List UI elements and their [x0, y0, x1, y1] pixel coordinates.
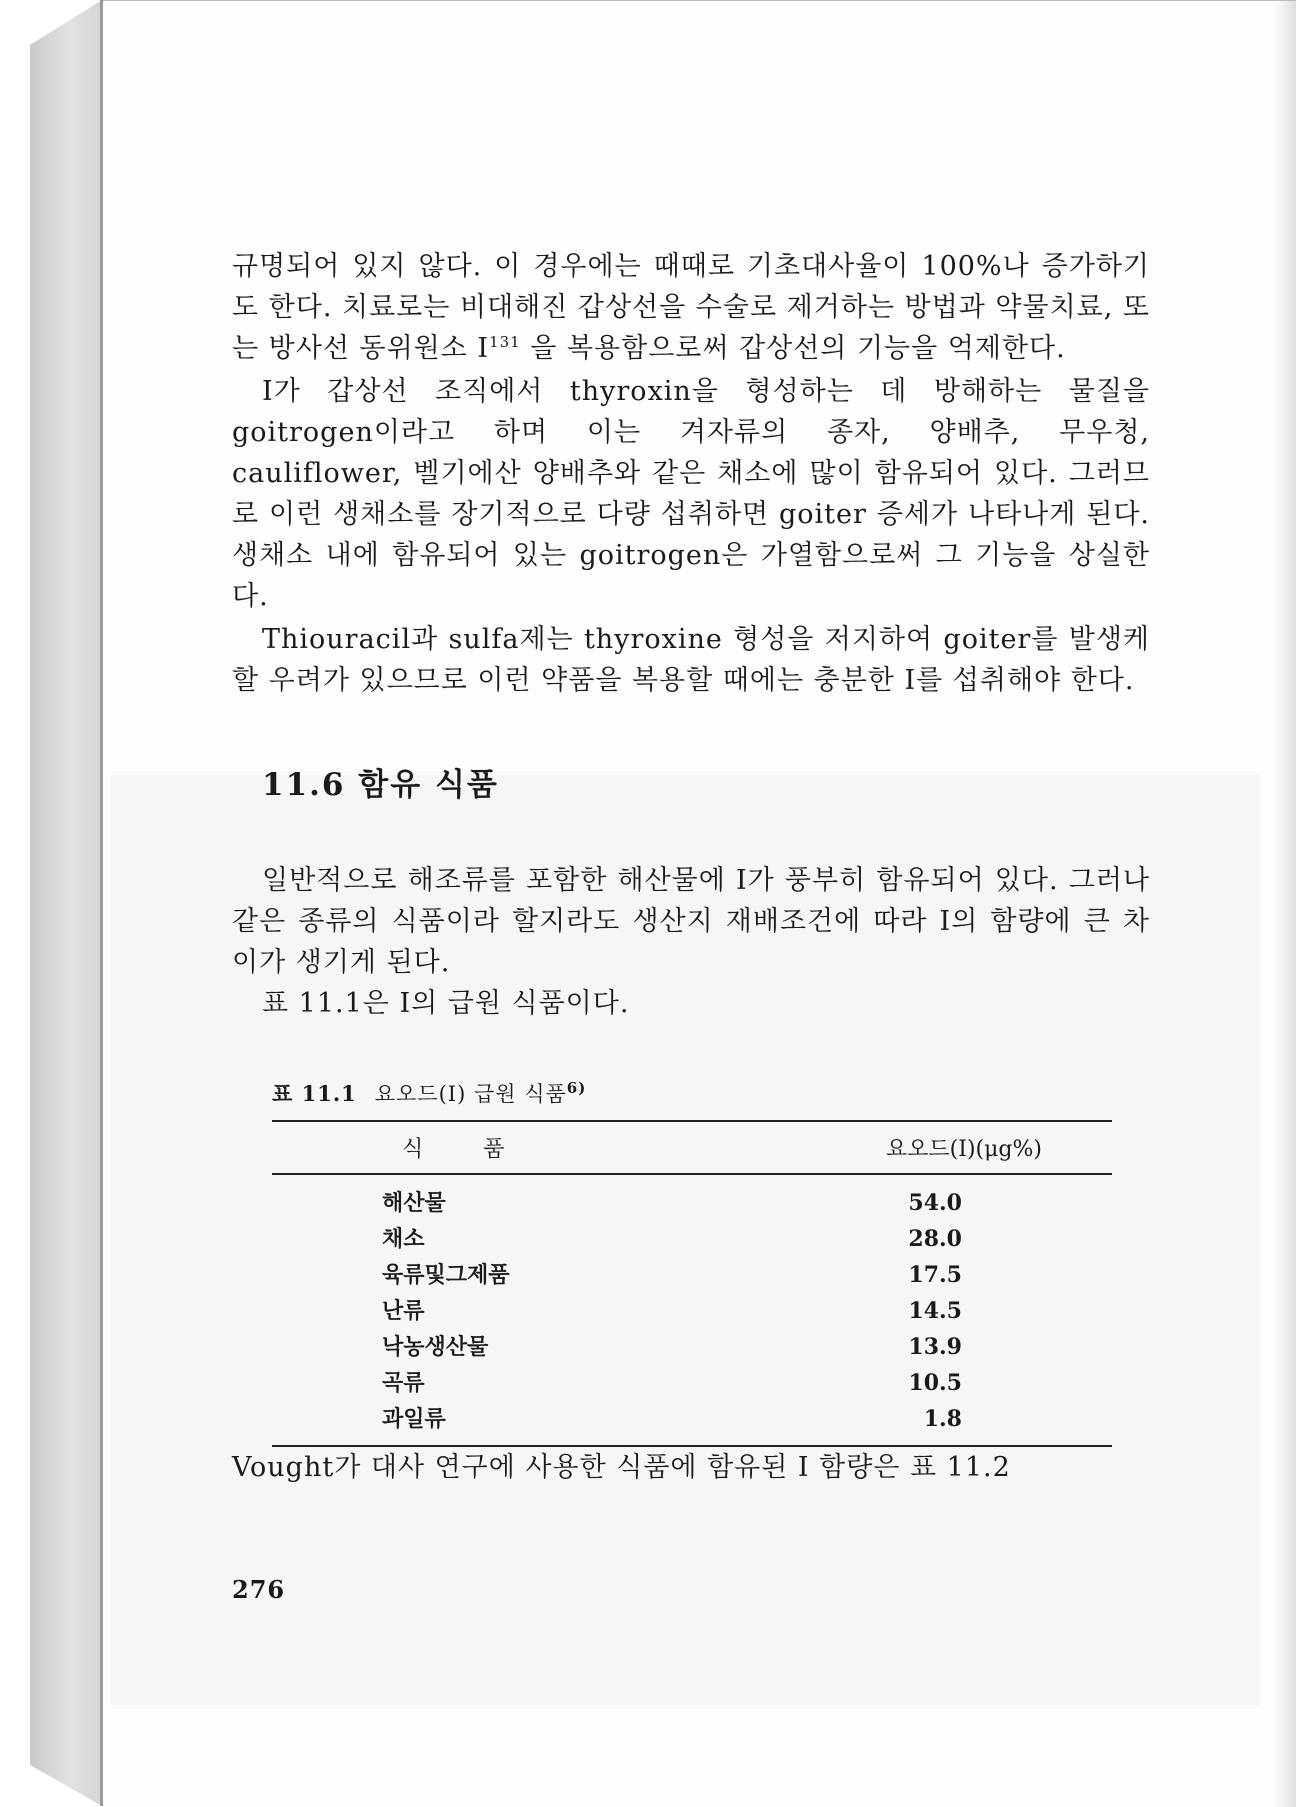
food-name: 곡류 [382, 1370, 425, 1396]
iodine-value: 14.5 [908, 1298, 962, 1324]
paragraph-food-sources: 일반적으로 해조류를 포함한 해산물에 I가 풍부히 함유되어 있다. 그러나 같은 종류의 식품이라 할지라도 생산지 재배조건에 따라 I의 함량에 큰 차이가 생기게 된다. [232, 865, 1150, 978]
table-header-row [272, 1121, 1112, 1174]
section-heading: 11.6 함유 식품 [262, 767, 499, 803]
page-edge-shadow [1274, 1, 1296, 1807]
iodine-table [272, 1078, 1112, 1447]
iodine-value: 10.5 [908, 1370, 962, 1396]
paragraph-vought: Vought가 대사 연구에 사용한 식품에 함유된 I 함량은 표 11.2 [232, 1452, 1011, 1483]
food-name: 해산물 [382, 1190, 446, 1216]
table-row [272, 1221, 1112, 1257]
table-row [272, 1293, 1112, 1329]
paragraph-thiouracil: Thiouracil과 sulfa제는 thyroxine 형성을 저지하여 goiter를 발생케할 우려가 있으므로 이런 약품을 복용할 때에는 충분한 I를 섭취해야 한다. [232, 624, 1150, 696]
food-name: 낙농생산물 [382, 1334, 489, 1360]
food-name: 육류및그제품 [382, 1262, 510, 1288]
table-title: 요오드(I) 급원 식품 [374, 1082, 567, 1106]
book-spine [30, 0, 102, 1806]
paragraph-table-reference: 표 11.1은 I의 급원 식품이다. [262, 988, 630, 1019]
iodine-value: 1.8 [923, 1406, 962, 1432]
header-iodine: 요오드(I)(μg%) [885, 1137, 1042, 1162]
page-number: 276 [232, 1575, 286, 1604]
paragraph-treatment: 규명되어 있지 않다. 이 경우에는 때때로 기초대사율이 100%나 증가하기도 한다. 치료로는 비대해진 갑상선을 수술로 제거하는 방법과 약물치료, 또는 방사선 동위원소 $I^{131}$ 을 복용함으로써 갑상선의 기능을 억제한다. [232, 251, 1150, 364]
iodine-source-table [272, 1120, 1112, 1447]
food-name: 난류 [382, 1298, 425, 1324]
header-food: 식품 [402, 1137, 565, 1162]
table-row [272, 1257, 1112, 1293]
iodine-value: 13.9 [908, 1334, 962, 1360]
table-label: 표 11.1 [272, 1081, 357, 1106]
iodine-value: 17.5 [908, 1262, 962, 1288]
table-row [272, 1329, 1112, 1365]
food-name: 과일류 [382, 1406, 446, 1432]
table-footnote-ref: 6) [566, 1079, 587, 1097]
table-caption [272, 1078, 1112, 1108]
page-content [232, 246, 1150, 1488]
table-row [272, 1401, 1112, 1446]
table-row [272, 1174, 1112, 1221]
food-name: 채소 [382, 1226, 425, 1252]
paragraph-goitrogen: I가 갑상선 조직에서 thyroxin을 형성하는 데 방해하는 물질을 goitrogen이라고 하며 이는 겨자류의 종자, 양배추, 무우청, cauliflower, 벨기에산 양배추와 같은 채소에 많이 함유되어 있다. 그러므로 이런 생채소를 장기적으로 다량 섭취하면 goiter 증세가 나타나게 된다. 생채소 내에 함유되어 있는 goitrogen은 가열함으로써 그 기능을 상실한다. [232, 376, 1150, 612]
table-row [272, 1365, 1112, 1401]
iodine-value: 54.0 [908, 1190, 962, 1216]
iodine-value: 28.0 [908, 1226, 962, 1252]
